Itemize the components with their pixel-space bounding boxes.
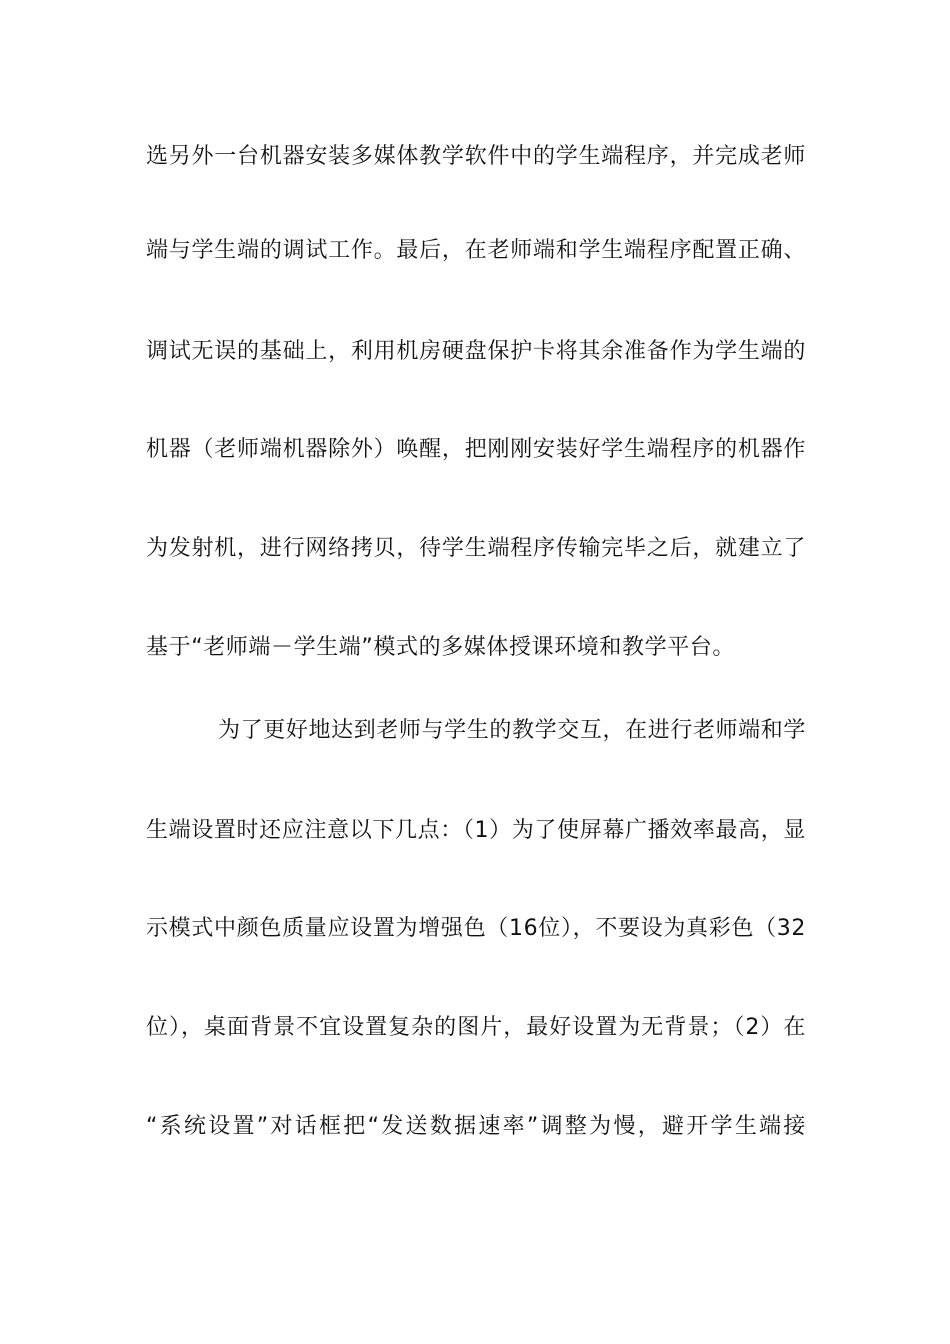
paragraph-1-line-2: 端与学生端的调试工作。最后，在老师端和学生端程序配置正确、: [146, 238, 806, 263]
paragraph-2-line-4: 位），桌面背景不宜设置复杂的图片，最好设置为无背景；（2）在: [146, 1015, 806, 1040]
paragraph-1-line-1: 选另外一台机器安装多媒体教学软件中的学生端程序，并完成老师: [146, 144, 806, 169]
paragraph-2-line-2: 生端设置时还应注意以下几点：（1）为了使屏幕广播效率最高，显: [146, 818, 806, 843]
paragraph-1-line-4: 机器（老师端机器除外）唤醒，把刚刚安装好学生端程序的机器作: [146, 437, 806, 462]
paragraph-2-line-3: 示模式中颜色质量应设置为增强色（16位），不要设为真彩色（32: [146, 916, 806, 941]
paragraph-2-line-1: 为了更好地达到老师与学生的教学交互，在进行老师端和学: [218, 718, 806, 743]
paragraph-2-line-5: “系统设置”对话框把“发送数据速率”调整为慢，避开学生端接: [146, 1114, 806, 1139]
paragraph-1-line-3: 调试无误的基础上，利用机房硬盘保护卡将其余准备作为学生端的: [146, 339, 806, 364]
paragraph-1-line-5: 为发射机，进行网络拷贝，待学生端程序传输完毕之后，就建立了: [146, 536, 806, 561]
paragraph-1-line-6: 基于“老师端－学生端”模式的多媒体授课环境和教学平台。: [146, 635, 735, 660]
